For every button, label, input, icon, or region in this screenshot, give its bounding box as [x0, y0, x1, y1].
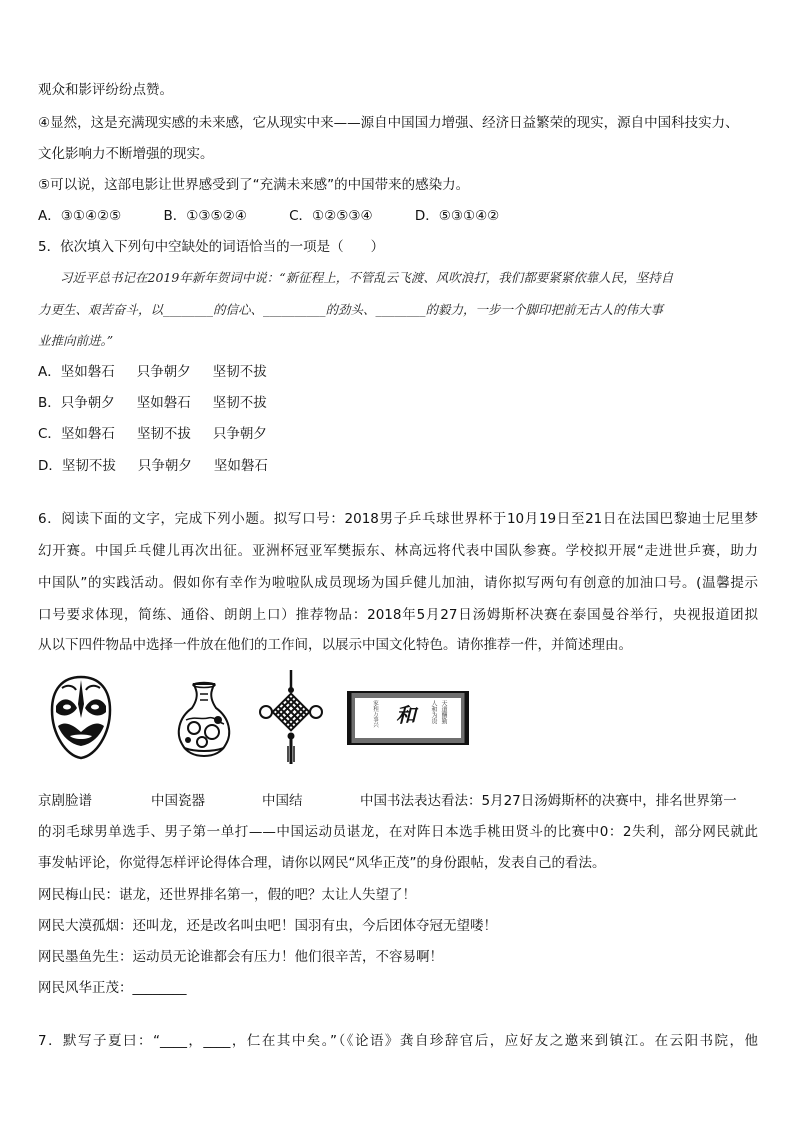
q5-word: 只争朝夕: [212, 426, 267, 442]
caption-opera-mask: 京剧脸谱: [38, 793, 92, 809]
netizen-comment-answer: 网民风华正茂：________: [38, 980, 187, 996]
q6-line7: 的羽毛球男单选手、男子第一单打——中国运动员谌龙，在对阵日本选手桃田贤斗的比赛中0：2失利，部分网民就此: [38, 824, 758, 840]
scroll-small-text-right2: 人和为贵: [430, 700, 437, 724]
scroll-big-char: 和: [396, 703, 416, 727]
q4-option-b: B．①③⑤②④: [163, 208, 247, 224]
q5-option-label: B．: [38, 395, 61, 411]
porcelain-vase-image: [172, 680, 236, 760]
q5-option-a: [38, 362, 758, 382]
calligraphy-scroll-image: [346, 690, 470, 746]
q5-option-label: C．: [38, 426, 61, 442]
q5-word: 只争朝夕: [137, 458, 192, 474]
q4-option-c: C．①②⑤③④: [289, 208, 373, 224]
q4-sentence-4-line1: ④显然，这是充满现实感的未来感，它从现实中来——源自中国国力增强、经济日益繁荣的现实，源自中国科技实力、: [38, 115, 739, 131]
q5-word: 坚韧不拔: [212, 395, 267, 411]
netizen-comment-1: 网民梅山民：谌龙，还世界排名第一，假的吧？太让人失望了！: [38, 887, 416, 903]
q7-line1: 7．默写子夏曰：“____，____，仁在其中矣。”（《论语》龚自珍辞官后，应好友之邀来到镇江。在云阳书院，他: [38, 1033, 758, 1049]
q5-quote-line2: 力更生、艰苦奋斗，以________的信心、__________的劲头、________的毅力，一步一个脚印把前无古人的伟大事: [38, 302, 664, 317]
q5-word: 坚韧不拔: [212, 364, 267, 380]
q5-word: 坚如磐石: [60, 426, 115, 442]
q5-option-b: [38, 393, 758, 413]
caption-calligraphy-continued: 中国书法表达看法：5月27日汤姆斯杯的决赛中，排名世界第一: [360, 793, 737, 809]
q5-option-d: [38, 456, 758, 476]
q5-option-c: [38, 424, 758, 444]
q4-option-d: D．⑤③①④②: [414, 208, 500, 224]
q5-word: 坚如磐石: [60, 364, 115, 380]
scroll-small-text-left: 家和万事兴: [372, 700, 378, 728]
q5-word: 只争朝夕: [60, 395, 115, 411]
q4-sentence-4-line2: 文化影响力不断增强的现实。: [38, 146, 214, 162]
q4-sentence-5: ⑤可以说，这部电影让世界感受到了“充满未来感”的中国带来的感染力。: [38, 177, 470, 193]
caption-chinese-knot: 中国结: [262, 793, 303, 809]
q6-line1: 6．阅读下面的文字，完成下列小题。拟写口号：2018男子乒乓球世界杯于10月19日至21日在法国巴黎迪士尼里梦: [38, 511, 758, 527]
q5-quote-line1: 习近平总书记在2019年新年贺词中说：“新征程上，不管乱云飞渡、风吹浪打，我们都要紧紧依靠人民，坚持自: [60, 270, 674, 285]
netizen-comment-2: 网民大漠孤烟：还叫龙，还是改名叫虫吧！国羽有虫，今后团体夺冠无望喽！: [38, 918, 497, 934]
q5-stem: 5．依次填入下列句中空缺处的词语恰当的一项是（ ）: [38, 239, 385, 255]
q6-line5: 从以下四件物品中选择一件放在他们的工作间，以展示中国文化特色。请你推荐一件，并简述理由。: [38, 637, 632, 653]
q5-word: 坚如磐石: [213, 458, 268, 474]
q5-word: 坚韧不拔: [136, 426, 191, 442]
q4-option-a: A．③①④②⑤: [38, 208, 122, 224]
q4-options: [38, 206, 758, 226]
q6-line2: 幻开赛。中国乒乓健儿再次出征。亚洲杯冠亚军樊振东、林高远将代表中国队参赛。学校拟开展“走进世乒赛，助力: [38, 543, 758, 559]
q5-word: 坚如磐石: [136, 395, 191, 411]
q5-quote-line3: 业推向前进。”: [38, 333, 114, 348]
q5-option-label: A．: [38, 364, 61, 380]
q4-tail: 观众和影评纷纷点赞。: [38, 82, 173, 98]
scroll-small-text-right1: 天道酬勤: [440, 700, 447, 724]
q5-option-label: D．: [38, 458, 62, 474]
q6-line3: 中国队”的实践活动。假如你有幸作为啦啦队成员现场为国乒健儿加油，请你拟写两句有创意的加油口号。(温馨提示: [38, 575, 758, 591]
caption-porcelain: 中国瓷器: [151, 793, 205, 809]
q6-line4: 口号要求体现，简练、通俗、朗朗上口）推荐物品：2018年5月27日汤姆斯杯决赛在泰国曼谷举行，央视报道团拟: [38, 607, 758, 623]
q6-line8: 事发帖评论，你觉得怎样评论得体合理，请你以网民“风华正茂”的身份跟帖，发表自己的看法。: [38, 855, 606, 871]
peking-opera-mask-image: [48, 674, 114, 760]
chinese-knot-image: [258, 668, 324, 766]
netizen-comment-3: 网民墨鱼先生：运动员无论谁都会有压力！他们很辛苦，不容易啊！: [38, 949, 443, 965]
q5-word: 只争朝夕: [136, 364, 191, 380]
q5-word: 坚韧不拔: [61, 458, 116, 474]
